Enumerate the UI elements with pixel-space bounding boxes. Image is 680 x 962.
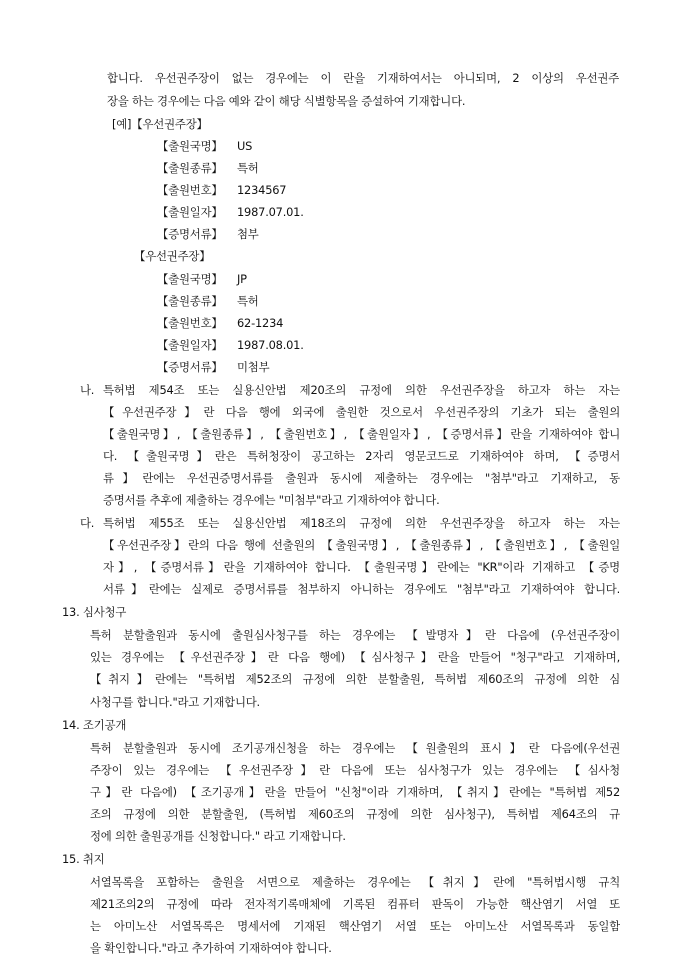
example-field: 【출원일자】	[157, 337, 223, 352]
item-da-line: 특허법 제55조 또는 실용신안법 제18조의 규정에 의한 우선권주장을 하고자 하는 자는	[103, 516, 620, 531]
example-field: 【출원국명】	[157, 271, 223, 286]
item-na-line: 【출원국명】, 【출원종류】, 【출원번호】, 【출원일자】, 【증명서류】란을 기재하여야 합니	[103, 426, 620, 441]
item-marker-na: 나.	[80, 382, 95, 397]
example-value: US	[237, 139, 253, 154]
section-13-line: 【취지】란에는 "특허법 제52조의 규정에 의한 분할출원, 특허법 제60조의 규정에 의한 심	[90, 672, 620, 687]
example-value: 첨부	[237, 227, 259, 242]
item-da-line: 【우선권주장】란의 다음 행에 선출원의 【출원국명】, 【출원종류】, 【출원번호】, 【출원일	[103, 538, 620, 553]
example-value: 62-1234	[237, 315, 284, 330]
section-13-line: 사청구를 합니다."라고 기재합니다.	[90, 694, 260, 709]
section-15-line: 제21조의2의 규정에 따라 전자적기록매체에 기록된 컴퓨터 판독이 가능한 핵산염기 서열 또	[90, 896, 620, 911]
example-field: 【출원번호】	[157, 315, 223, 330]
item-da-line: 서류】란에는 실제로 증명서류를 첨부하지 아니하는 경우에도 "첨부"라고 기재하여야 합니다.	[103, 582, 620, 597]
example-value: 1234567	[237, 183, 287, 198]
example-field: 【출원종류】	[157, 161, 223, 176]
section-14-line: 구】란 다음에) 【조기공개】란을 만들어 "신청"이라 기재하며, 【취지】란에는 "특허법 제52	[90, 784, 620, 799]
item-da-line: 자】, 【증명서류】란을 기재하여야 합니다. 【출원국명】란에는 "KR"이라 기재하고 【증명	[103, 560, 620, 575]
example-field: 【증명서류】	[157, 359, 223, 374]
example-header-2: 【우선권주장】	[134, 249, 211, 264]
section-15-line: 는 아미노산 서열목록은 명세서에 기재된 핵산염기 서열 또는 아미노산 서열목록과 동일함	[90, 918, 620, 933]
item-na-line: 다. 【출원국명】란은 특허청장이 공고하는 2자리 영문코드로 기재하여야 하며, 【증명서	[103, 448, 620, 463]
example-field: 【증명서류】	[157, 227, 223, 242]
section-14-line: 특허 분할출원과 동시에 조기공개신청을 하는 경우에는 【원출원의 표시】란 다음에(우선권	[90, 740, 620, 755]
section-15-line: 서열목록을 포함하는 출원을 서면으로 제출하는 경우에는 【취지】란에 "특허법시행 규칙	[90, 874, 620, 889]
section-13-line: 있는 경우에는 【우선권주장】란 다음 행에) 【심사청구】란을 만들어 "청구"라고 기재하며,	[90, 650, 620, 665]
item-na-line: 류】란에는 우선권증명서류를 출원과 동시에 제출하는 경우에는 "첨부"라고 기재하고, 동	[103, 471, 620, 485]
item-na-line: 증명서를 추후에 제출하는 경우에는 "미첨부"라고 기재하여야 합니다.	[103, 493, 440, 508]
example-value: JP	[237, 271, 247, 286]
example-value: 특허	[237, 293, 259, 308]
example-value: 1987.08.01.	[237, 337, 304, 352]
example-value: 미첨부	[237, 359, 270, 374]
section-14-line: 정에 의한 출원공개를 신청합니다." 라고 기재합니다.	[90, 828, 346, 843]
example-field: 【출원종류】	[157, 293, 223, 308]
example-header: [예]【우선권주장】	[112, 117, 208, 131]
section-14-heading: 14. 조기공개	[62, 717, 127, 732]
example-value: 특허	[237, 161, 259, 176]
section-14-line: 조의 규정에 의한 분할출원, (특허법 제60조의 규정에 의한 심사청구), 특허법 제64조의 규	[90, 806, 620, 821]
intro-line-2: 장을 하는 경우에는 다음 예와 같이 해당 식별항목을 증설하여 기재합니다.	[107, 94, 466, 108]
section-13-line: 특허 분할출원과 동시에 출원심사청구를 하는 경우에는 【발명자】란 다음에 (우선권주장이	[90, 628, 620, 643]
section-14-line: 주장이 있는 경우에는 【우선권주장】란 다음에 또는 심사청구가 있는 경우에는 【심사청	[90, 762, 620, 777]
section-15-heading: 15. 취지	[62, 851, 105, 866]
item-na-line: 【우선권주장】란 다음 행에 외국에 출원한 것으로서 우선권주장의 기초가 되는 출원의	[103, 404, 620, 419]
example-field: 【출원일자】	[157, 205, 223, 220]
section-13-heading: 13. 심사청구	[62, 605, 127, 620]
example-value: 1987.07.01.	[237, 205, 304, 220]
example-field: 【출원번호】	[157, 183, 223, 198]
intro-line-1: 합니다. 우선권주장이 없는 경우에는 이 란을 기재하여서는 아니되며, 2 이상의 우선권주	[107, 71, 619, 85]
item-marker-da: 다.	[80, 516, 95, 531]
example-field: 【출원국명】	[157, 139, 223, 154]
item-na-line: 특허법 제54조 또는 실용신안법 제20조의 규정에 의한 우선권주장을 하고자 하는 자는	[103, 382, 620, 397]
section-15-line: 을 확인합니다."라고 추가하여 기재하여야 합니다.	[90, 941, 332, 955]
